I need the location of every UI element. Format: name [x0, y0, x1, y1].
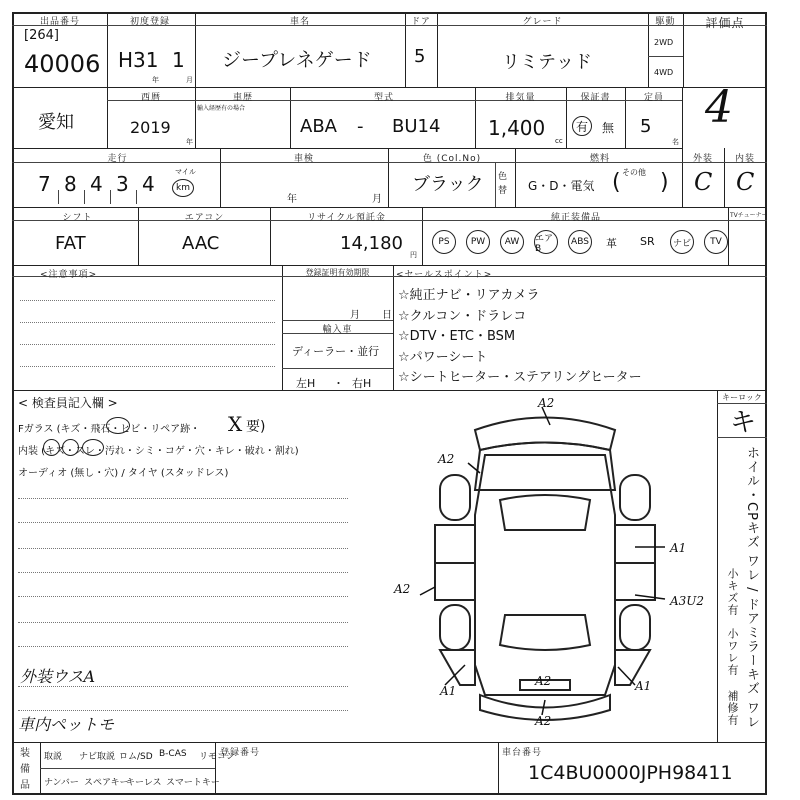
mileage-digit: 8: [64, 172, 77, 196]
drive-label: 駆動: [655, 17, 676, 27]
equipment-item-label: エアB: [535, 233, 554, 254]
mileage-digit: 4: [90, 172, 103, 196]
reg-month-unit: 月: [186, 76, 193, 84]
score-value: 4: [705, 82, 733, 133]
mark-front-top: A2: [538, 396, 555, 410]
mark-rear-left: A1: [440, 684, 457, 698]
footer-equip-label: 装備品: [20, 748, 30, 791]
equipment-item-label: PS: [438, 237, 450, 247]
model-prefix: ABA: [300, 116, 337, 137]
color-label: 色 (Col.No): [422, 154, 482, 164]
year-value: 2019: [130, 118, 171, 137]
equipment-item: [466, 230, 490, 254]
model-code: BU14: [392, 116, 441, 137]
sales-label: <セールスポイント>: [396, 270, 493, 280]
interior-line: 内装 (キズ・スレ・汚れ・シミ・コゲ・穴・キレ・破れ・割れ): [18, 446, 299, 457]
equipment-item: [534, 230, 558, 254]
inspection-label: 車検: [293, 154, 314, 164]
mark-rear-bottom: A2: [535, 714, 552, 728]
footer-equip-item: ロム/SD: [119, 752, 153, 762]
footer-equip-item: ナンバー: [44, 778, 79, 788]
footer-equip-item: リモコン: [199, 752, 236, 762]
doors-value: 5: [414, 46, 426, 67]
interior-value: C: [736, 168, 755, 196]
mileage-digit: 4: [142, 172, 155, 196]
reg-label: 初度登録: [129, 17, 170, 27]
reg-valid-month: 月: [350, 310, 360, 321]
glass-line: Fガラス (キズ・飛石・ヒビ・リペア跡・: [18, 424, 201, 435]
footer-equip-item: 取説: [44, 752, 63, 762]
side-text-wheel-mirror: ホイル・CPキズ ワレ / ドアミラーキズ ワレ: [744, 446, 759, 729]
key-lock-label: キーロック: [722, 393, 762, 402]
equipment-item: [704, 230, 728, 254]
footer-equip-item: スペアキー: [84, 778, 129, 788]
side-small-scratch: 小キズ有: [726, 568, 739, 616]
fuel-other: その他: [622, 168, 646, 177]
lot-prefix: [264]: [24, 28, 59, 43]
sales-point: ☆シートヒーター・ステアリングヒーター: [398, 370, 642, 385]
warranty-no: 無: [602, 121, 615, 135]
inspection-year-unit: 年: [287, 194, 297, 205]
grade-value: リミテッド: [502, 52, 592, 73]
reg-valid-label: 登録証明有効期限: [305, 268, 370, 277]
score-label: 評価点: [705, 16, 745, 30]
handwritten-note-exterior: 外装ウスA: [20, 667, 96, 686]
mileage-divider: [136, 190, 137, 204]
displacement-unit: cc: [555, 137, 563, 145]
key-lock-value: キ: [730, 408, 757, 438]
footer-equip-item: ナビ取説: [79, 752, 116, 762]
interior-dirt-circle: [82, 439, 104, 456]
lot-label: 出品番号: [39, 17, 80, 27]
shift-label: シフト: [62, 213, 93, 223]
mark-front-left: A2: [438, 452, 455, 466]
mileage-divider: [84, 190, 85, 204]
equipment-item: [500, 230, 524, 254]
equipment-item: [670, 230, 694, 254]
glass-mark: X: [228, 412, 243, 436]
car-name: ジープレネゲード: [222, 49, 372, 71]
mileage-digit: 7: [38, 172, 51, 196]
handwritten-note-pet: 車内ペットモ: [18, 715, 115, 734]
mark-rear-center: A2: [535, 674, 552, 688]
fuel-bracket-open: (: [612, 170, 621, 195]
region: 愛知: [38, 112, 74, 133]
mileage-digit: 3: [116, 172, 129, 196]
inspection-month-unit: 月: [372, 194, 382, 205]
capacity-unit: 名: [672, 138, 679, 146]
km-unit: km: [172, 179, 194, 197]
import-label: 輸入車: [322, 325, 353, 335]
chassis-note: 輸入経歴有の場合: [197, 105, 246, 112]
recycle-label: リサイクル預託金: [307, 213, 386, 223]
sales-point: ☆パワーシート: [398, 349, 488, 365]
displacement-value: 1,400: [488, 116, 546, 140]
side-small-crack: 小ワレ有: [726, 628, 739, 676]
inspector-title: < 検査員記入欄 >: [18, 396, 118, 410]
lot-number: 40006: [24, 50, 101, 78]
equipment-label: 純正装備品: [550, 213, 601, 223]
drive-4wd: 4WD: [654, 68, 674, 77]
interior-scratch-circle: [43, 439, 60, 456]
equipment-item-label: TV: [710, 237, 722, 247]
capacity-value: 5: [640, 116, 652, 137]
grade-label: グレード: [522, 17, 563, 27]
handle-left: 左H: [296, 377, 316, 390]
fuel-bracket-close: ): [660, 170, 669, 195]
mileage-divider: [58, 190, 59, 204]
mark-rear-right: A1: [635, 679, 652, 693]
interior-label: 内装: [734, 154, 755, 164]
model-dash: -: [357, 116, 364, 137]
chassis-label: 車歴: [232, 93, 253, 103]
equipment-item-label: AW: [504, 237, 520, 247]
sales-point: ☆純正ナビ・リアカメラ: [398, 288, 540, 303]
reg-valid-day: 日: [382, 310, 392, 321]
warranty-yes: 有: [572, 116, 592, 136]
handle-right: 右H: [352, 377, 372, 390]
tuner-label: TVチューナー: [730, 212, 768, 219]
recycle-value: 14,180: [340, 233, 403, 254]
color-value: ブラック: [412, 174, 484, 195]
footer-equip-item: キーレス: [126, 778, 162, 788]
footer-equip-item: スマートキー: [166, 778, 220, 788]
year-unit: 年: [186, 138, 193, 146]
equipment-item: [568, 230, 592, 254]
side-repair: 補修有: [726, 690, 739, 726]
glass-chip-circle: [106, 417, 130, 434]
mark-right-door-front: A1: [670, 541, 687, 555]
caution-label: <注意事項>: [40, 270, 98, 280]
equipment-item-label: PW: [470, 237, 486, 247]
exterior-value: C: [694, 168, 713, 196]
fuel-options: G・D・電気: [528, 179, 595, 193]
mark-right-door-rear: A3U2: [670, 594, 705, 608]
reg-number-label: 登録番号: [220, 748, 261, 758]
model-label: 型式: [373, 93, 394, 103]
interior-rub-circle: [62, 439, 79, 456]
vin-value: 1C4BU0000JPH98411: [528, 762, 733, 784]
displacement-label: 排気量: [505, 93, 536, 103]
capacity-label: 定員: [643, 93, 664, 103]
equipment-item: 革: [606, 237, 617, 250]
equipment-item: SR: [640, 235, 655, 248]
fuel-label: 燃料: [589, 154, 610, 164]
reg-month: 1: [172, 48, 185, 72]
exterior-label: 外装: [692, 154, 713, 164]
sales-point: ☆DTV・ETC・BSM: [398, 329, 516, 344]
equipment-item-label: ナビ: [672, 238, 691, 249]
equipment-item: [432, 230, 456, 254]
car-name-label: 車名: [289, 17, 310, 27]
mileage-label: 走行: [107, 154, 128, 164]
audio-line: オーディオ (無し・穴) / タイヤ (スタッドレス): [18, 468, 229, 479]
recolor-label: 色替: [498, 172, 508, 196]
reg-year-unit: 年: [152, 76, 159, 84]
reg-era: H31: [118, 48, 159, 72]
shift-value: FAT: [55, 233, 86, 254]
drive-2wd: 2WD: [654, 38, 674, 47]
sales-point: ☆クルコン・ドラレコ: [398, 308, 527, 324]
aircon-value: AAC: [182, 233, 220, 254]
aircon-label: エアコン: [184, 213, 225, 223]
import-value: ディーラー・並行: [292, 345, 380, 358]
mileage-divider: [110, 190, 111, 204]
footer-equip-item: B-CAS: [159, 749, 187, 759]
year-label: 西暦: [140, 93, 161, 103]
recycle-unit: 円: [410, 251, 417, 259]
mile-unit: マイル: [175, 168, 196, 176]
vin-label: 車台番号: [502, 748, 543, 758]
glass-need: 要): [246, 419, 266, 435]
door-label: ドア: [411, 17, 431, 27]
mark-left-side: A2: [394, 582, 411, 596]
equipment-item-label: ABS: [571, 237, 589, 247]
warranty-label: 保証書: [580, 93, 611, 103]
handle-sep: ・: [333, 377, 344, 390]
car-damage-diagram: [380, 395, 715, 740]
